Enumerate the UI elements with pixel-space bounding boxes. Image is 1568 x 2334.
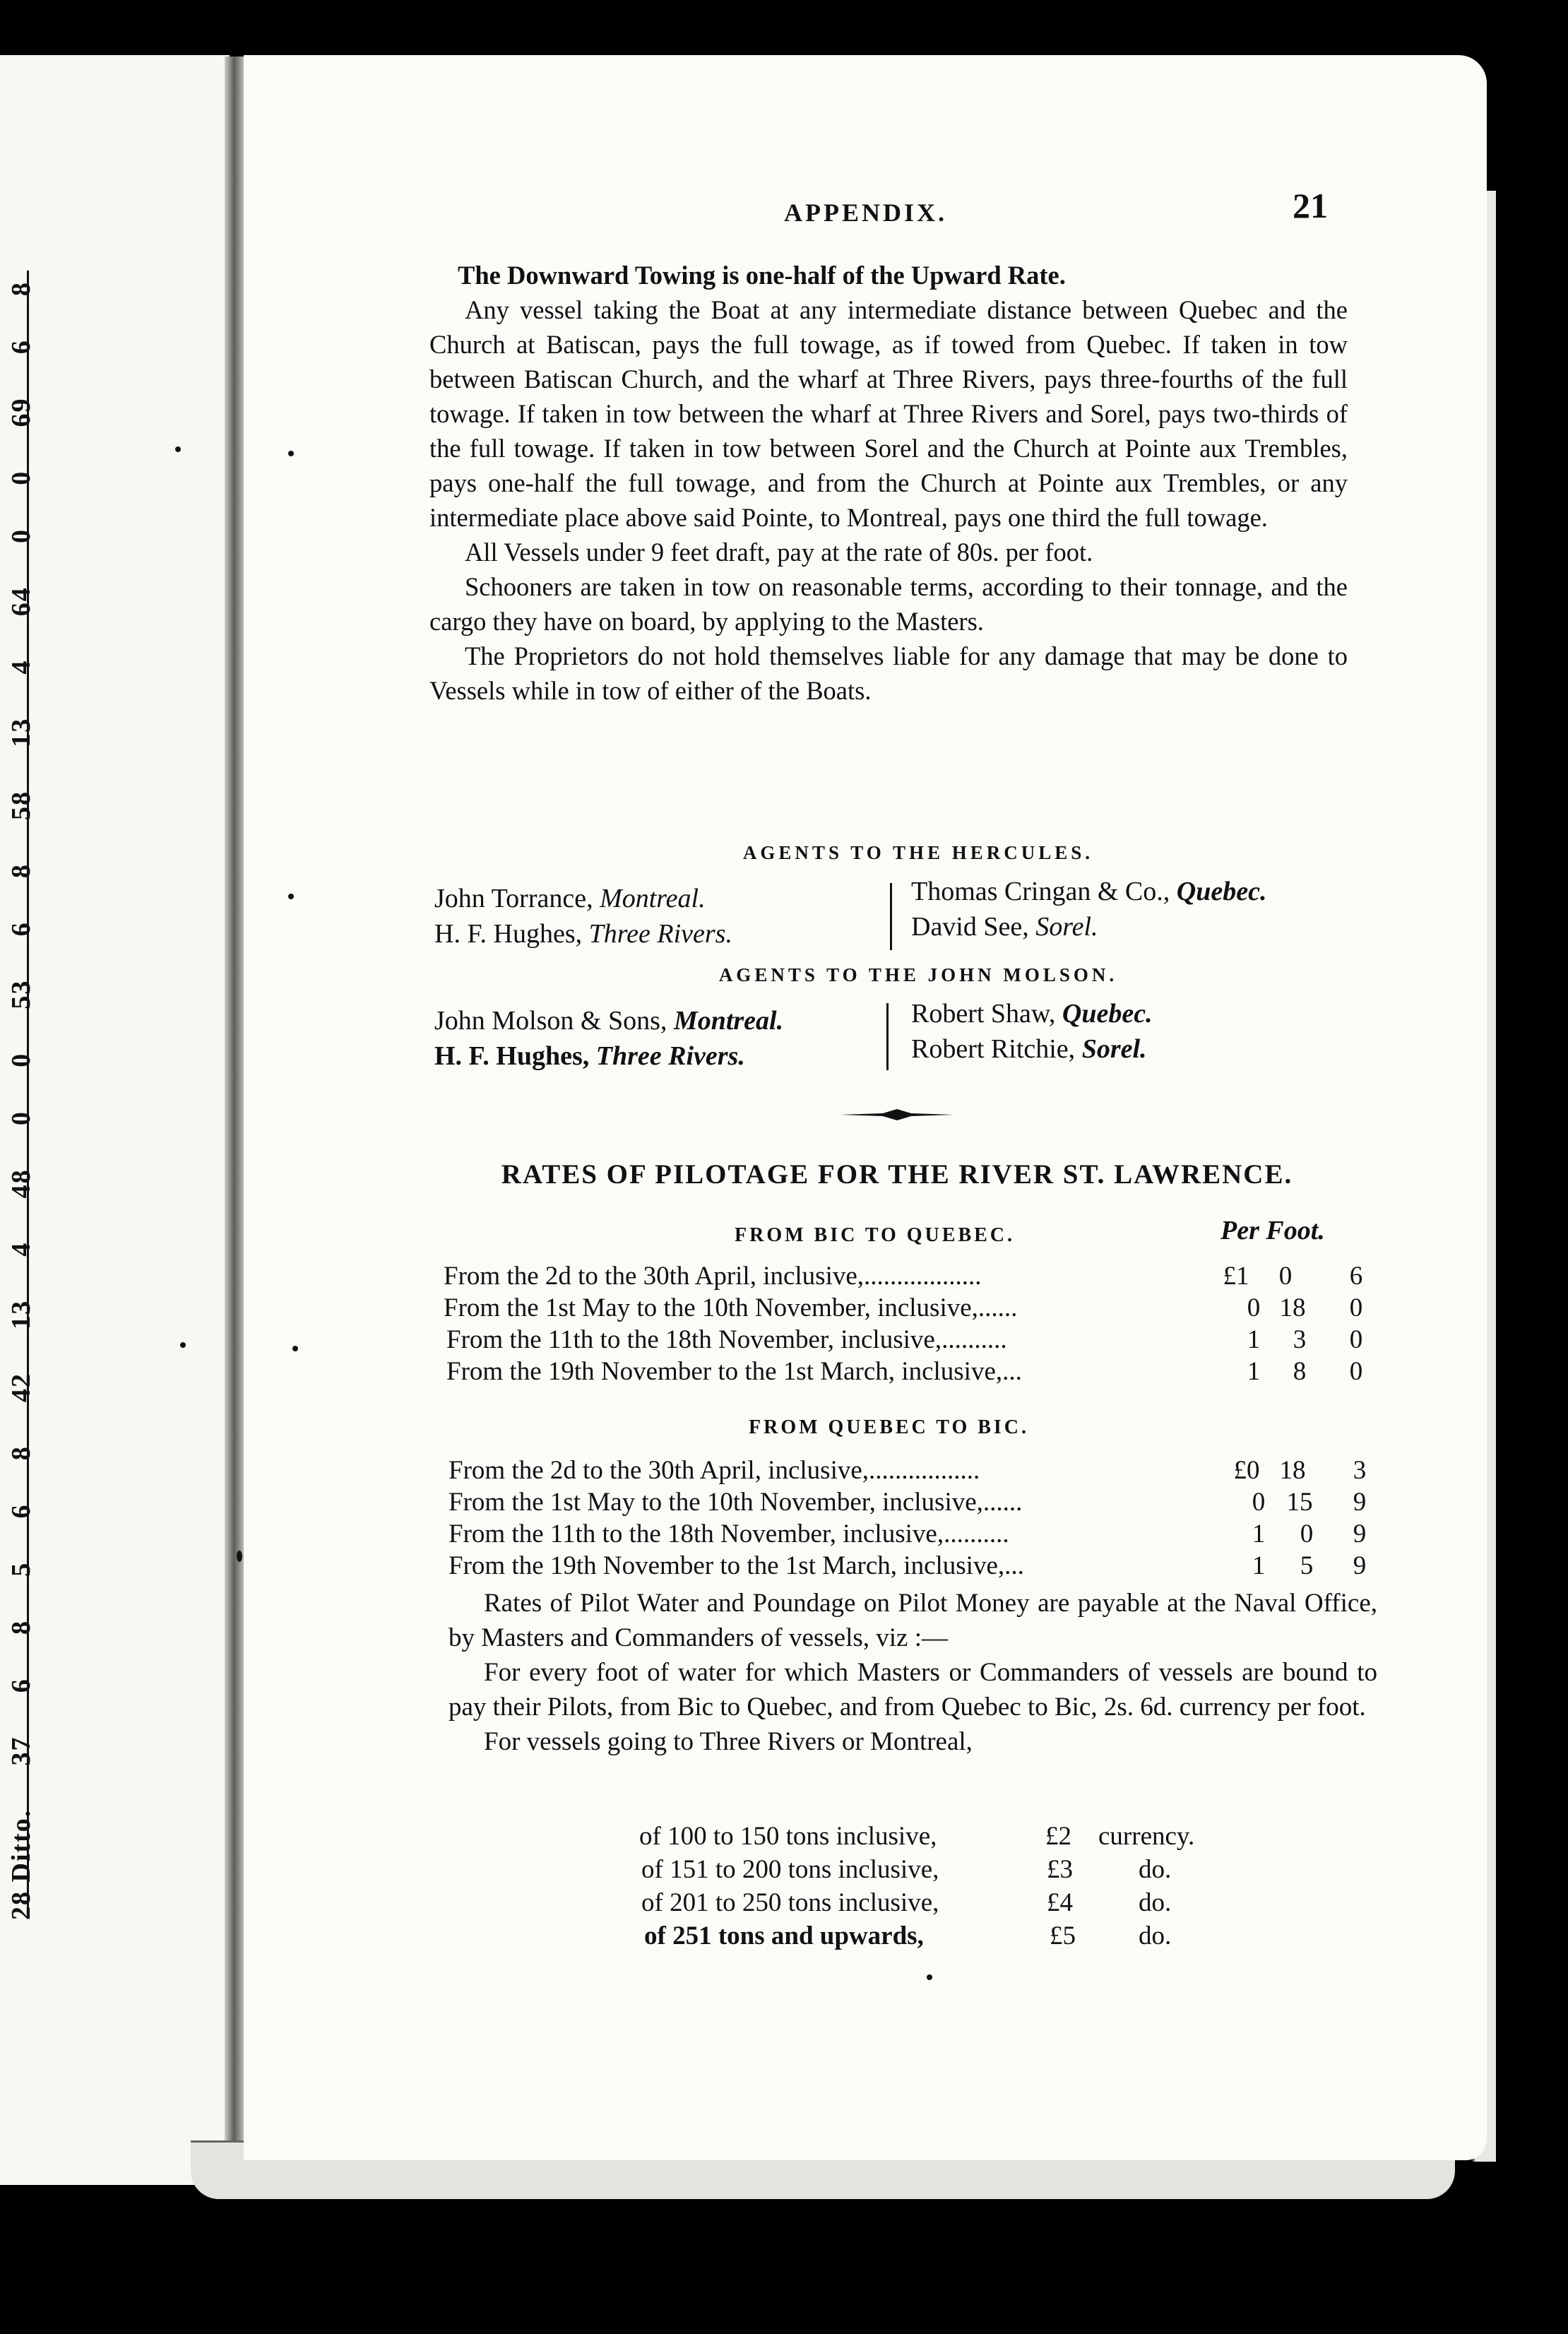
margin-number: 58 [6,790,36,820]
paragraph: The Proprietors do not hold themselves liable for any damage that may be done to Vessels while in tow of either of the Boats. [429,641,1348,705]
column-divider [886,1003,889,1070]
rate-shillings: 18 [1279,1293,1306,1322]
rate-pence: 0 [1349,1325,1363,1354]
tonnage-range: of 100 to 150 tons inclusive, [639,1822,937,1851]
paragraph: Schooners are taken in tow on reasonable terms, according to their tonnage, and the cargo they have on board, by applying to the Masters. [429,572,1348,636]
agent-entry: Robert Shaw, Quebec. [911,999,1153,1029]
per-foot-label: Per Foot. [1220,1216,1325,1245]
margin-number: 48 [6,1168,36,1199]
rate-pence: 6 [1349,1262,1363,1291]
agent-entry: H. F. Hughes, Three Rivers. [434,919,732,949]
margin-number: 6 [6,1503,36,1519]
margin-number: 6 [6,339,36,355]
rate-shillings: 0 [1278,1262,1293,1291]
margin-number: 13 [6,717,36,747]
margin-number: 0 [6,1052,36,1067]
rate-label: From the 11th to the 18th November, inclusive,.......... [449,1520,1009,1548]
tonnage-amount: £4 [1047,1888,1073,1917]
print-speck [288,894,294,899]
margin-number: 37 [6,1736,36,1766]
tonnage-range: of 201 to 250 tons inclusive, [641,1888,939,1917]
rate-shillings: 18 [1279,1456,1306,1485]
rate-label: From the 1st May to the 10th November, inclusive,...... [449,1488,1023,1517]
rate-shillings: 0 [1300,1520,1314,1548]
rate-pounds: 1 [1252,1551,1266,1580]
body-text [429,258,1348,708]
print-speck [180,1342,186,1348]
margin-number: 0 [6,470,36,485]
paragraph: Rates of Pilot Water and Poundage on Pilot Money are payable at the Naval Office, by Masters and Commanders of vessels, viz :— [449,1589,1377,1652]
rate-pounds: 0 [1252,1488,1266,1517]
paragraph: All Vessels under 9 feet draft, pay at the rate of 80s. per foot. [465,538,1093,567]
rate-pence: 9 [1353,1520,1367,1548]
print-speck [175,446,181,452]
rate-shillings: 15 [1286,1488,1313,1517]
tonnage-amount: £5 [1050,1921,1076,1950]
from-quebec-heading: FROM QUEBEC TO BIC. [749,1416,1030,1438]
margin-number: 13 [6,1299,36,1329]
margin-number: 64 [6,586,36,617]
book-gutter [225,57,246,2183]
agent-entry: John Torrance, Montreal. [434,884,706,913]
rate-label: From the 1st May to the 10th November, inclusive,...... [444,1293,1018,1322]
paragraph: For every foot of water for which Masters or Commanders of vessels are bound to pay their Pilots, from Bic to Quebec, and from Quebec to Bic, 2s. 6d. currency per foot. [449,1658,1377,1722]
paragraph: For vessels going to Three Rivers or Montreal, [484,1727,973,1756]
rate-pounds: 1 [1247,1357,1261,1386]
from-bic-heading: FROM BIC TO QUEBEC. [735,1224,1016,1246]
margin-number: 0 [6,528,36,543]
tonnage-range: of 151 to 200 tons inclusive, [641,1855,939,1884]
rate-pence: 0 [1349,1357,1363,1386]
rate-label: From the 2d to the 30th April, inclusive,.................. [444,1262,982,1291]
rate-pounds: £1 [1223,1262,1249,1291]
margin-number: 6 [6,1678,36,1693]
column-divider [890,883,892,950]
margin-number: 8 [6,1445,36,1461]
margin-number: 0 [6,1110,36,1126]
margin-number: 28 Ditto. [6,1808,36,1920]
rate-pence: 9 [1353,1488,1367,1517]
rate-label: From the 2d to the 30th April, inclusive,................. [449,1456,980,1485]
ornament-divider [841,1108,954,1122]
paragraph: The Downward Towing is one-half of the Upward Rate. [458,261,1066,290]
margin-number: 53 [6,979,36,1009]
print-speck [288,451,294,456]
rate-pounds: 0 [1247,1293,1261,1322]
margin-number: 5 [6,1561,36,1577]
margin-number: 6 [6,921,36,937]
print-speck [927,1974,932,1980]
rate-label: From the 11th to the 18th November, inclusive,.......... [446,1325,1007,1354]
tonnage-range: of 251 tons and upwards, [644,1921,924,1950]
tonnage-amount: £2 [1045,1822,1071,1851]
margin-number: 8 [6,863,36,879]
rate-pounds: £0 [1233,1456,1260,1485]
rate-pounds: 1 [1252,1520,1266,1548]
agent-entry: John Molson & Sons, Montreal. [434,1006,784,1036]
running-head: APPENDIX. [784,199,947,227]
print-speck [292,1346,298,1351]
agents-molson-heading: AGENTS TO THE JOHN MOLSON. [718,964,1118,985]
rate-label: From the 19th November to the 1st March, inclusive,... [449,1551,1024,1580]
previous-page [0,55,230,2185]
rate-shillings: 5 [1300,1551,1314,1580]
page-number: 21 [1293,186,1328,225]
pilotage-heading: RATES OF PILOTAGE FOR THE RIVER ST. LAWRENCE. [501,1159,1293,1190]
tonnage-unit: do. [1139,1888,1172,1917]
rate-label: From the 19th November to the 1st March, inclusive,... [446,1357,1022,1386]
margin-number: 42 [6,1373,36,1403]
tonnage-amount: £3 [1047,1855,1073,1884]
margin-number: 4 [6,1241,36,1257]
rate-pence: 3 [1353,1456,1367,1485]
agents-hercules-heading: AGENTS TO THE HERCULES. [742,842,1094,863]
rate-pounds: 1 [1247,1325,1261,1354]
tonnage-unit: do. [1139,1855,1172,1884]
print-speck [237,1551,242,1562]
margin-number: 69 [6,397,36,427]
paragraph: Any vessel taking the Boat at any intermediate distance between Quebec and the Church at Batiscan, pays the full towage, as if towed from Quebec. If taken in tow between Batiscan Church, and the wharf at Three Rivers, pays three-fourths of the full towage. If taken in tow between the wharf at Three Rivers and Sorel, pays two-thirds of the full towage. If taken in tow between Sorel and the Church at Pointe aux Trembles, pays one-half the full towage, and from the Church at Pointe aux Trembles, or any intermediate place above said Pointe, to Montreal, pays one third the full towage. [429,295,1348,532]
rate-shillings: 8 [1293,1357,1307,1386]
rate-shillings: 3 [1293,1325,1307,1354]
agent-entry: H. F. Hughes, Three Rivers. [434,1041,745,1071]
margin-number: 4 [6,659,36,675]
margin-number: 8 [6,281,36,297]
agent-entry: Thomas Cringan & Co., Quebec. [911,877,1267,906]
rate-pence: 0 [1349,1293,1363,1322]
tonnage-unit: currency. [1098,1822,1195,1851]
margin-number: 8 [6,1619,36,1635]
tonnage-unit: do. [1139,1921,1172,1950]
pilotage-notes [449,1586,1377,1759]
agent-entry: David See, Sorel. [911,912,1098,942]
left-page-margin-numbers [0,281,42,1920]
agent-entry: Robert Ritchie, Sorel. [911,1034,1147,1064]
rate-pence: 9 [1353,1551,1367,1580]
